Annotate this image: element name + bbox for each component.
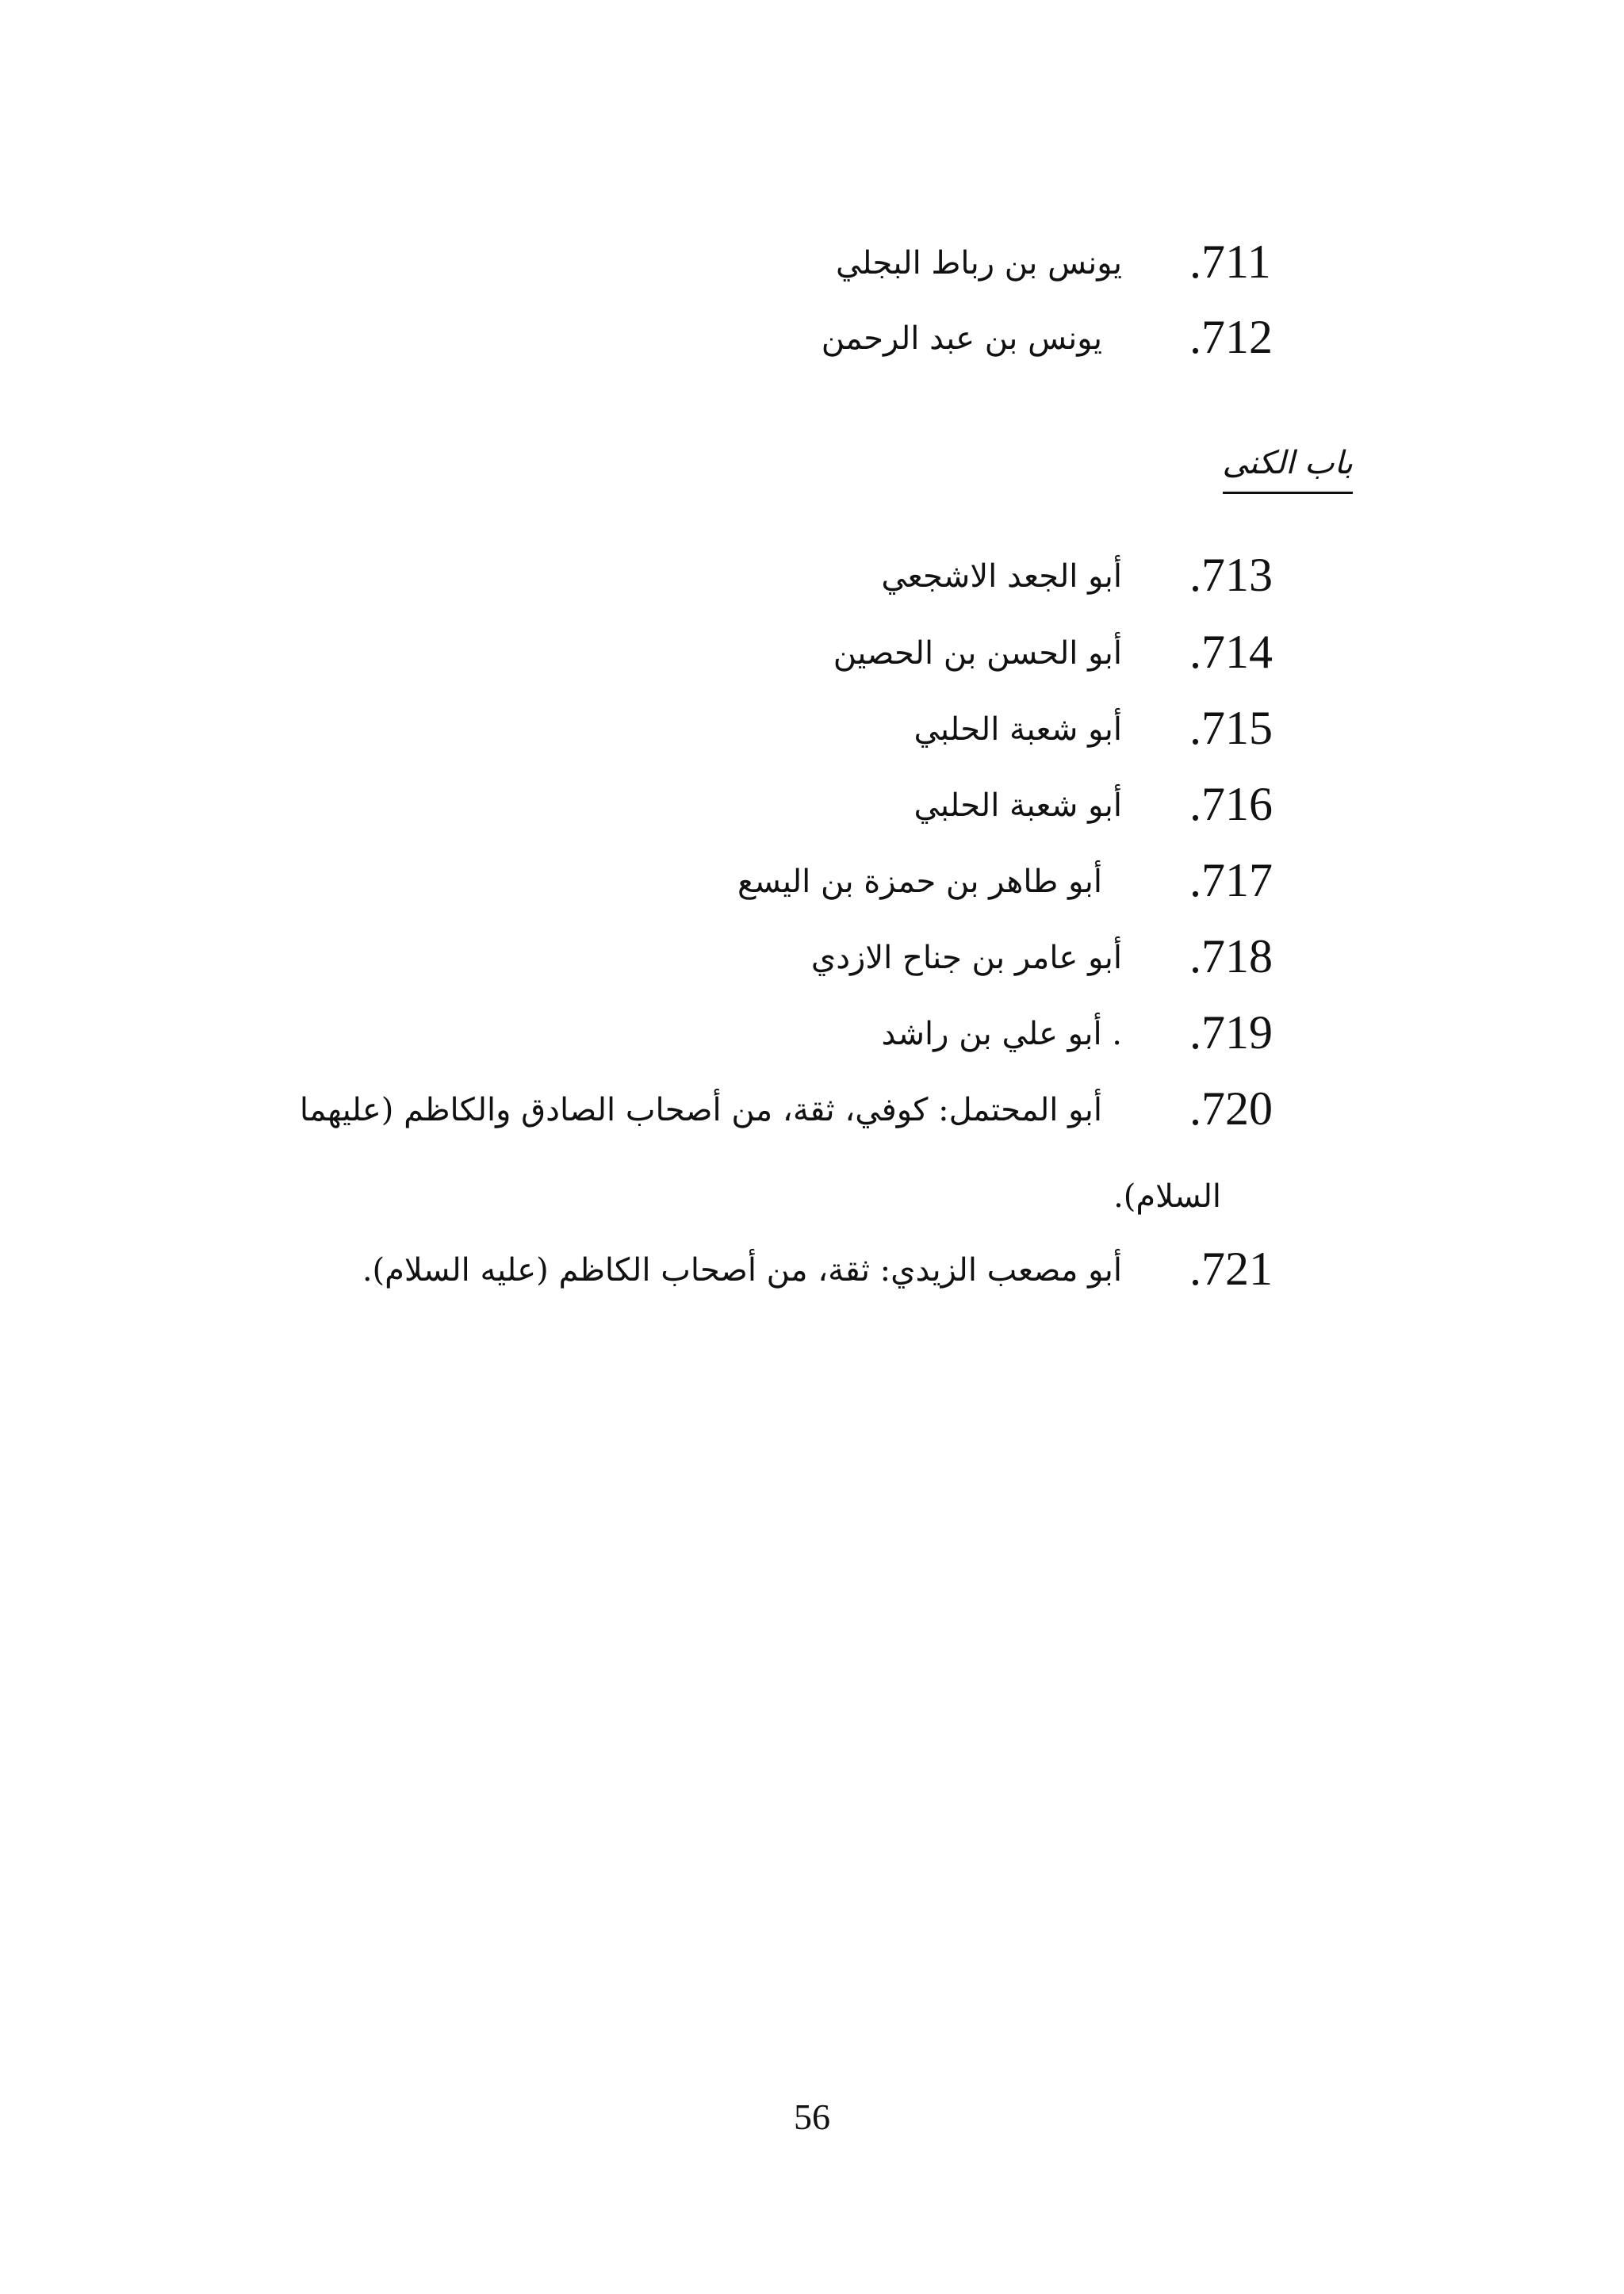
list-item: [238, 1237, 1293, 1324]
list-item: [238, 1001, 1293, 1088]
list-item: [238, 696, 1293, 783]
section-heading: باب الكنى: [1223, 435, 1354, 494]
entry-number: .715: [1189, 702, 1273, 754]
list-item: [238, 305, 1293, 393]
entry-name: أبو شعبة الحلبي: [914, 787, 1122, 824]
list-item: [238, 620, 1293, 707]
entry-name-continuation: السلام).: [1113, 1178, 1221, 1215]
list-item: [238, 848, 1293, 936]
list-item: [238, 543, 1293, 630]
entry-number: .716: [1189, 778, 1273, 830]
entry-name: أبو المحتمل: كوفي، ثقة، من أصحاب الصادق والكاظم (عليهما: [299, 1092, 1102, 1128]
entry-number: .720: [1189, 1082, 1273, 1135]
entry-number: .717: [1189, 854, 1273, 906]
list-item: [238, 772, 1293, 860]
list-item: [238, 230, 1293, 317]
entry-name: يونس بن رباط البجلي: [835, 245, 1122, 281]
list-item: [238, 925, 1293, 1012]
entry-name: أبو الجعد الاشجعي: [881, 558, 1122, 595]
entry-number: .721: [1189, 1243, 1273, 1295]
entry-number: .719: [1189, 1006, 1273, 1059]
entry-name: أبو عامر بن جناح الازدي: [810, 940, 1122, 976]
entry-name: . أبو علي بن راشد: [881, 1016, 1122, 1052]
entry-name: أبو الحسن بن الحصين: [833, 635, 1122, 672]
page-number: 56: [794, 2097, 830, 2137]
entry-name: أبو مصعب الزيدي: ثقة، من أصحاب الكاظم (عليه السلام).: [362, 1252, 1122, 1289]
entry-number: .714: [1189, 626, 1273, 678]
list-item: [238, 1077, 1293, 1235]
entry-number: .711: [1189, 236, 1271, 288]
entry-name: أبو شعبة الحلبي: [914, 711, 1122, 748]
entry-number: .718: [1189, 930, 1273, 982]
entry-name: أبو طاهر بن حمزة بن اليسع: [737, 864, 1102, 900]
entry-number: .712: [1189, 311, 1273, 363]
entry-name: يونس بن عبد الرحمن: [821, 320, 1102, 357]
entry-number: .713: [1189, 549, 1273, 601]
